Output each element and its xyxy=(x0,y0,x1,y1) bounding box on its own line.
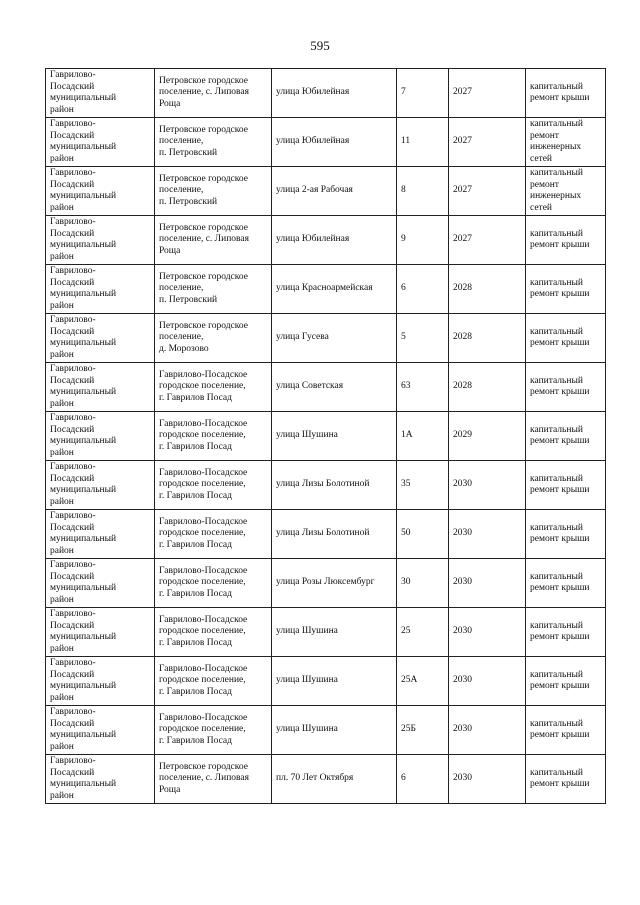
work-type-cell-text: капитальный ремонт инженерных сетей xyxy=(530,119,583,164)
district-cell xyxy=(46,706,155,755)
district-cell xyxy=(46,265,155,314)
district-cell xyxy=(46,118,155,167)
year-cell xyxy=(449,510,526,559)
house-number-cell-text: 30 xyxy=(401,577,411,588)
district-cell xyxy=(46,559,155,608)
work-type-cell-text: капитальный ремонт крыши xyxy=(530,326,590,348)
district-cell-text: Гаврилово- Посадский муниципальный район xyxy=(50,707,117,752)
house-number-cell-text: 6 xyxy=(401,283,406,294)
settlement-cell xyxy=(155,265,272,314)
work-type-cell xyxy=(526,559,606,608)
district-cell-text: Гаврилово- Посадский муниципальный район xyxy=(50,609,117,654)
settlement-cell-text: Гаврилово-Посадское городское поселение, г. Гаврилов Посад xyxy=(159,516,248,550)
district-cell-text: Гаврилово- Посадский муниципальный район xyxy=(50,119,117,164)
district-cell xyxy=(46,461,155,510)
year-cell xyxy=(449,363,526,412)
work-type-cell-text: капитальный ремонт крыши xyxy=(530,277,590,299)
year-cell xyxy=(449,706,526,755)
street-cell xyxy=(272,69,397,118)
work-type-cell xyxy=(526,118,606,167)
table-row xyxy=(46,118,606,167)
house-number-cell-text: 5 xyxy=(401,332,406,343)
district-cell xyxy=(46,412,155,461)
year-cell-text: 2030 xyxy=(453,626,472,637)
year-cell-text: 2027 xyxy=(453,234,472,245)
district-cell xyxy=(46,363,155,412)
work-type-cell-text: капитальный ремонт крыши xyxy=(530,81,590,103)
year-cell-text: 2030 xyxy=(453,528,472,539)
settlement-cell-text: Гаврилово-Посадское городское поселение, г. Гаврилов Посад xyxy=(159,369,248,403)
street-cell-text: пл. 70 Лет Октября xyxy=(276,773,354,784)
district-cell xyxy=(46,69,155,118)
work-type-cell xyxy=(526,706,606,755)
year-cell xyxy=(449,608,526,657)
district-cell-text: Гаврилово- Посадский муниципальный район xyxy=(50,217,117,262)
work-type-cell xyxy=(526,608,606,657)
settlement-cell-text: Гаврилово-Посадское городское поселение, г. Гаврилов Посад xyxy=(159,614,248,648)
work-type-cell xyxy=(526,657,606,706)
house-number-cell-text: 9 xyxy=(401,234,406,245)
district-cell xyxy=(46,608,155,657)
work-type-cell xyxy=(526,265,606,314)
settlement-cell xyxy=(155,755,272,804)
settlement-cell xyxy=(155,559,272,608)
house-number-cell-text: 1А xyxy=(401,430,413,441)
year-cell-text: 2027 xyxy=(453,87,472,98)
settlement-cell-text: Гаврилово-Посадское городское поселение, г. Гаврилов Посад xyxy=(159,418,248,452)
year-cell-text: 2029 xyxy=(453,430,472,441)
work-type-cell xyxy=(526,412,606,461)
settlement-cell-text: Петровское городское поселение, с. Липовая Роща xyxy=(159,222,249,256)
house-number-cell-text: 63 xyxy=(401,381,411,392)
house-number-cell xyxy=(397,559,449,608)
year-cell xyxy=(449,461,526,510)
house-number-cell xyxy=(397,657,449,706)
work-type-cell xyxy=(526,314,606,363)
work-type-cell-text: капитальный ремонт крыши xyxy=(530,473,590,495)
district-cell xyxy=(46,657,155,706)
street-cell xyxy=(272,363,397,412)
year-cell xyxy=(449,69,526,118)
house-number-cell xyxy=(397,412,449,461)
house-number-cell xyxy=(397,363,449,412)
district-cell xyxy=(46,216,155,265)
street-cell-text: улица 2-ая Рабочая xyxy=(276,185,353,196)
table-row xyxy=(46,510,606,559)
street-cell-text: улица Шушина xyxy=(276,675,338,686)
district-cell-text: Гаврилово- Посадский муниципальный район xyxy=(50,511,117,556)
year-cell-text: 2028 xyxy=(453,381,472,392)
street-cell-text: улица Лизы Болотиной xyxy=(276,479,370,490)
house-number-cell xyxy=(397,706,449,755)
settlement-cell-text: Гаврилово-Посадское городское поселение, г. Гаврилов Посад xyxy=(159,663,248,697)
settlement-cell-text: Гаврилово-Посадское городское поселение, г. Гаврилов Посад xyxy=(159,712,248,746)
year-cell-text: 2030 xyxy=(453,724,472,735)
district-cell xyxy=(46,510,155,559)
year-cell xyxy=(449,265,526,314)
year-cell xyxy=(449,559,526,608)
work-type-cell xyxy=(526,461,606,510)
street-cell-text: улица Советская xyxy=(276,381,344,392)
house-number-cell xyxy=(397,69,449,118)
repair-schedule-table xyxy=(45,68,606,804)
year-cell-text: 2030 xyxy=(453,773,472,784)
house-number-cell-text: 25А xyxy=(401,675,418,686)
street-cell xyxy=(272,314,397,363)
district-cell-text: Гаврилово- Посадский муниципальный район xyxy=(50,413,117,458)
street-cell-text: улица Красноармейская xyxy=(276,283,373,294)
house-number-cell xyxy=(397,510,449,559)
street-cell-text: улица Розы Люксембург xyxy=(276,577,375,588)
settlement-cell xyxy=(155,412,272,461)
work-type-cell-text: капитальный ремонт крыши xyxy=(530,228,590,250)
year-cell-text: 2027 xyxy=(453,136,472,147)
street-cell xyxy=(272,412,397,461)
settlement-cell xyxy=(155,167,272,216)
year-cell xyxy=(449,167,526,216)
street-cell xyxy=(272,755,397,804)
table-row xyxy=(46,167,606,216)
table-row xyxy=(46,314,606,363)
table-row xyxy=(46,608,606,657)
house-number-cell xyxy=(397,265,449,314)
street-cell-text: улица Юбилейная xyxy=(276,234,350,245)
settlement-cell xyxy=(155,69,272,118)
work-type-cell-text: капитальный ремонт крыши xyxy=(530,375,590,397)
work-type-cell xyxy=(526,69,606,118)
house-number-cell-text: 11 xyxy=(401,136,411,147)
house-number-cell xyxy=(397,755,449,804)
table-row xyxy=(46,69,606,118)
year-cell xyxy=(449,216,526,265)
settlement-cell xyxy=(155,118,272,167)
work-type-cell-text: капитальный ремонт крыши xyxy=(530,522,590,544)
house-number-cell-text: 7 xyxy=(401,87,406,98)
year-cell-text: 2028 xyxy=(453,283,472,294)
street-cell xyxy=(272,461,397,510)
settlement-cell-text: Петровское городское поселение, п. Петровский xyxy=(159,173,248,207)
street-cell xyxy=(272,706,397,755)
table-row xyxy=(46,706,606,755)
settlement-cell xyxy=(155,314,272,363)
year-cell-text: 2030 xyxy=(453,577,472,588)
settlement-cell xyxy=(155,510,272,559)
house-number-cell xyxy=(397,216,449,265)
table-row xyxy=(46,461,606,510)
settlement-cell-text: Петровское городское поселение, с. Липовая Роща xyxy=(159,761,249,795)
house-number-cell-text: 6 xyxy=(401,773,406,784)
settlement-cell-text: Петровское городское поселение, с. Липовая Роща xyxy=(159,75,249,109)
settlement-cell-text: Гаврилово-Посадское городское поселение, г. Гаврилов Посад xyxy=(159,565,248,599)
house-number-cell-text: 35 xyxy=(401,479,411,490)
table-row xyxy=(46,559,606,608)
work-type-cell-text: капитальный ремонт крыши xyxy=(530,718,590,740)
street-cell xyxy=(272,167,397,216)
work-type-cell xyxy=(526,363,606,412)
settlement-cell-text: Петровское городское поселение, д. Морозово xyxy=(159,320,248,354)
settlement-cell xyxy=(155,461,272,510)
work-type-cell xyxy=(526,216,606,265)
table-row xyxy=(46,755,606,804)
table-row xyxy=(46,657,606,706)
district-cell xyxy=(46,314,155,363)
street-cell xyxy=(272,657,397,706)
street-cell-text: улица Лизы Болотиной xyxy=(276,528,370,539)
street-cell xyxy=(272,608,397,657)
table-body xyxy=(46,69,606,804)
house-number-cell-text: 8 xyxy=(401,185,406,196)
settlement-cell xyxy=(155,363,272,412)
district-cell-text: Гаврилово- Посадский муниципальный район xyxy=(50,560,117,605)
house-number-cell xyxy=(397,608,449,657)
settlement-cell xyxy=(155,657,272,706)
page-number: 595 xyxy=(310,38,330,53)
street-cell xyxy=(272,216,397,265)
settlement-cell xyxy=(155,608,272,657)
work-type-cell-text: капитальный ремонт крыши xyxy=(530,424,590,446)
street-cell-text: улица Юбилейная xyxy=(276,136,350,147)
settlement-cell-text: Петровское городское поселение, п. Петровский xyxy=(159,271,248,305)
street-cell xyxy=(272,265,397,314)
work-type-cell-text: капитальный ремонт крыши xyxy=(530,620,590,642)
house-number-cell xyxy=(397,461,449,510)
work-type-cell-text: капитальный ремонт инженерных сетей xyxy=(530,168,583,213)
street-cell-text: улица Гусева xyxy=(276,332,329,343)
work-type-cell xyxy=(526,167,606,216)
street-cell-text: улица Шушина xyxy=(276,724,338,735)
district-cell xyxy=(46,755,155,804)
year-cell xyxy=(449,657,526,706)
district-cell-text: Гаврилово- Посадский муниципальный район xyxy=(50,658,117,703)
settlement-cell-text: Петровское городское поселение, п. Петровский xyxy=(159,124,248,158)
work-type-cell-text: капитальный ремонт крыши xyxy=(530,571,590,593)
house-number-cell-text: 25 xyxy=(401,626,411,637)
year-cell-text: 2030 xyxy=(453,675,472,686)
work-type-cell-text: капитальный ремонт крыши xyxy=(530,669,590,691)
district-cell-text: Гаврилово- Посадский муниципальный район xyxy=(50,70,117,115)
district-cell-text: Гаврилово- Посадский муниципальный район xyxy=(50,462,117,507)
street-cell xyxy=(272,559,397,608)
table-row xyxy=(46,363,606,412)
table-row xyxy=(46,216,606,265)
table-row xyxy=(46,412,606,461)
year-cell-text: 2030 xyxy=(453,479,472,490)
house-number-cell-text: 25Б xyxy=(401,724,416,735)
district-cell-text: Гаврилово- Посадский муниципальный район xyxy=(50,266,117,311)
house-number-cell xyxy=(397,118,449,167)
street-cell-text: улица Юбилейная xyxy=(276,87,350,98)
year-cell xyxy=(449,314,526,363)
year-cell xyxy=(449,412,526,461)
work-type-cell xyxy=(526,755,606,804)
settlement-cell xyxy=(155,216,272,265)
district-cell xyxy=(46,167,155,216)
street-cell-text: улица Шушина xyxy=(276,430,338,441)
table-row xyxy=(46,265,606,314)
district-cell-text: Гаврилово- Посадский муниципальный район xyxy=(50,168,117,213)
settlement-cell-text: Гаврилово-Посадское городское поселение, г. Гаврилов Посад xyxy=(159,467,248,501)
district-cell-text: Гаврилово- Посадский муниципальный район xyxy=(50,364,117,409)
year-cell xyxy=(449,755,526,804)
street-cell-text: улица Шушина xyxy=(276,626,338,637)
work-type-cell-text: капитальный ремонт крыши xyxy=(530,767,590,789)
year-cell xyxy=(449,118,526,167)
house-number-cell-text: 50 xyxy=(401,528,411,539)
street-cell xyxy=(272,510,397,559)
district-cell-text: Гаврилово- Посадский муниципальный район xyxy=(50,315,117,360)
street-cell xyxy=(272,118,397,167)
house-number-cell xyxy=(397,314,449,363)
year-cell-text: 2027 xyxy=(453,185,472,196)
house-number-cell xyxy=(397,167,449,216)
year-cell-text: 2028 xyxy=(453,332,472,343)
settlement-cell xyxy=(155,706,272,755)
work-type-cell xyxy=(526,510,606,559)
district-cell-text: Гаврилово- Посадский муниципальный район xyxy=(50,756,117,801)
